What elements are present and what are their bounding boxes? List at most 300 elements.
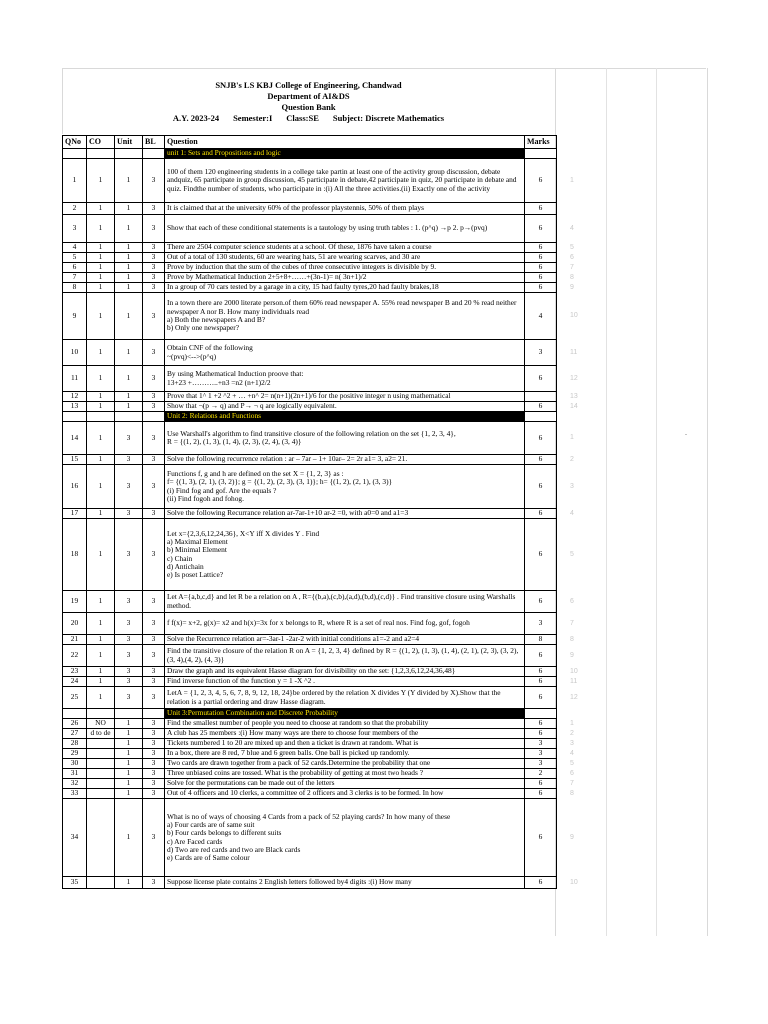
question-cell-text: Find inverse function of the function y = 1 -X ^2 . <box>167 676 316 686</box>
unit-cell <box>115 645 143 667</box>
unit-cell-text: 1 <box>126 175 131 185</box>
unit-cell <box>115 203 143 215</box>
bl-cell <box>143 340 165 366</box>
document-header <box>62 80 555 124</box>
marks-cell <box>525 877 557 889</box>
bl-cell-text: 3 <box>151 778 156 788</box>
question-row <box>63 789 557 799</box>
unit-cell <box>115 799 143 877</box>
question-row <box>63 263 557 273</box>
bl-cell <box>143 779 165 789</box>
unit-cell <box>115 687 143 709</box>
co-cell-text: 1 <box>98 692 103 702</box>
side-number: 8 <box>570 789 574 797</box>
unit-cell <box>115 293 143 340</box>
unit-cell-text: 3 <box>126 666 131 676</box>
marks-cell <box>525 769 557 779</box>
unit-cell <box>115 759 143 769</box>
question-row <box>63 877 557 889</box>
marks-cell-text: 6 <box>538 242 543 252</box>
question-row <box>63 519 557 591</box>
bl-cell <box>143 645 165 667</box>
marks-cell <box>525 203 557 215</box>
question-cell <box>165 789 525 799</box>
unit-cell <box>115 509 143 519</box>
co-cell <box>87 509 115 519</box>
unit-cell <box>115 402 143 412</box>
qno-cell <box>63 253 87 263</box>
side-number: 9 <box>570 651 574 659</box>
qno-cell-text: 19 <box>70 596 79 606</box>
bl-cell <box>143 769 165 779</box>
question-row <box>63 677 557 687</box>
marks-cell <box>525 283 557 293</box>
side-number: 9 <box>570 283 574 291</box>
co-cell <box>87 215 115 243</box>
question-cell-text: Prove by induction that the sum of the cubes of three consecutive integers is divisible by 9. <box>167 262 437 272</box>
bl-cell-text: 3 <box>151 692 156 702</box>
unit-cell-text: 3 <box>126 508 131 518</box>
unit-cell-text: 1 <box>126 223 131 233</box>
question-cell-text: Solve the following Recurrance relation ar-7ar-1+10 ar-2 =0, with a0=0 and a1=3 <box>167 508 409 518</box>
co-cell <box>87 759 115 769</box>
unit-heading: Unit 2: Relations and Functions <box>165 412 525 422</box>
co-cell-text: 1 <box>98 666 103 676</box>
qno-cell <box>63 645 87 667</box>
qno-cell-text: 14 <box>70 432 79 442</box>
unit-cell-text: 1 <box>126 203 131 213</box>
bl-cell <box>143 283 165 293</box>
question-row <box>63 273 557 283</box>
unit-cell-text: 1 <box>126 272 131 282</box>
co-cell-text: 1 <box>98 618 103 628</box>
qno-cell <box>63 789 87 799</box>
unit-heading-row <box>63 149 557 159</box>
question-row <box>63 687 557 709</box>
marks-cell <box>525 687 557 709</box>
co-cell-text: 1 <box>98 347 103 357</box>
side-number: 6 <box>570 597 574 605</box>
bl-cell <box>143 366 165 392</box>
question-row <box>63 635 557 645</box>
unit-cell-text: 3 <box>126 618 131 628</box>
bl-cell <box>143 253 165 263</box>
unit-cell-text: 1 <box>126 778 131 788</box>
bl-cell-text: 3 <box>151 676 156 686</box>
bl-cell <box>143 729 165 739</box>
question-cell-text: Functions f, g and h are defined on the set X = {1, 2, 3} as : f= {(1, 3), (2, 1), (3, 2)}; g = {(1, 2), (2, 3), (3, 1)}; h= {(1, 2), (2, 1), (3, 3)} (i) Find fog and gof. Are the equals ? (ii) Find fogoh and fohog. <box>167 468 393 503</box>
question-row <box>63 293 557 340</box>
question-row <box>63 509 557 519</box>
unit-cell-text: 1 <box>126 738 131 748</box>
bl-cell <box>143 422 165 455</box>
question-cell <box>165 779 525 789</box>
qno-cell-text: 9 <box>72 310 77 320</box>
col-header-unit: Unit <box>115 136 143 149</box>
qno-cell <box>63 283 87 293</box>
qno-cell-text: 26 <box>70 718 79 728</box>
co-cell <box>87 677 115 687</box>
question-row <box>63 591 557 613</box>
marks-cell-text: 6 <box>538 728 543 738</box>
unit-cell-text: 1 <box>126 758 131 768</box>
question-row <box>63 667 557 677</box>
co-cell <box>87 243 115 253</box>
qno-cell <box>63 769 87 779</box>
question-row <box>63 739 557 749</box>
table-body <box>63 149 557 889</box>
side-number: 3 <box>570 739 574 747</box>
unit-cell <box>115 719 143 729</box>
stray-dot: . <box>685 428 687 437</box>
bl-cell-text: 3 <box>151 391 156 401</box>
marks-cell <box>525 719 557 729</box>
bl-cell-text: 3 <box>151 223 156 233</box>
qno-cell-text: 13 <box>70 401 79 411</box>
bl-cell-text: 3 <box>151 373 156 383</box>
qno-cell-text: 20 <box>70 618 79 628</box>
bl-cell-text: 3 <box>151 432 156 442</box>
marks-cell <box>525 667 557 677</box>
co-cell <box>87 799 115 877</box>
question-cell <box>165 392 525 402</box>
qno-cell-text: 28 <box>70 738 79 748</box>
question-row <box>63 455 557 465</box>
question-cell <box>165 402 525 412</box>
marks-cell-text: 6 <box>538 650 543 660</box>
marks-cell <box>525 402 557 412</box>
co-cell <box>87 739 115 749</box>
qno-cell <box>63 519 87 591</box>
qno-cell-text: 30 <box>70 758 79 768</box>
question-row <box>63 340 557 366</box>
question-cell <box>165 729 525 739</box>
co-cell <box>87 340 115 366</box>
co-cell <box>87 519 115 591</box>
co-cell-text: 1 <box>98 252 103 262</box>
co-cell-text: 1 <box>98 175 103 185</box>
unit-cell <box>115 283 143 293</box>
marks-cell <box>525 645 557 667</box>
qno-cell <box>63 509 87 519</box>
qno-cell-text: 8 <box>72 282 77 292</box>
bl-cell-text: 3 <box>151 650 156 660</box>
marks-cell-text: 2 <box>538 768 543 778</box>
bl-cell <box>143 402 165 412</box>
marks-cell-text: 3 <box>538 738 543 748</box>
marks-cell <box>525 263 557 273</box>
qno-cell <box>63 273 87 283</box>
qno-cell-text: 33 <box>70 788 79 798</box>
unit-cell-text: 1 <box>126 718 131 728</box>
semester: Semester:I <box>233 113 273 123</box>
unit-cell-text: 1 <box>126 252 131 262</box>
question-cell-text: LetA = {1, 2, 3, 4, 5, 6, 7, 8, 9, 12, 18, 24}be ordered by the relation X divides Y (Y divided by X).Show that the relation is a partial ordering and draw Hasse diagram. <box>167 688 501 706</box>
question-cell <box>165 215 525 243</box>
qno-cell <box>63 215 87 243</box>
question-cell <box>165 799 525 877</box>
marks-cell <box>525 509 557 519</box>
qno-cell <box>63 263 87 273</box>
marks-cell <box>525 253 557 263</box>
marks-cell-text: 6 <box>538 788 543 798</box>
question-cell <box>165 253 525 263</box>
question-cell-text: Let x={2,3,6,12,24,36}, X<Y iff X divides Y . Find a) Maximal Element b) Minimal Element c) Chain d) Antichain e) Is poset Lattice? <box>167 528 320 580</box>
marks-cell-text: 6 <box>538 676 543 686</box>
unit-cell-text: 1 <box>126 242 131 252</box>
question-cell <box>165 293 525 340</box>
bl-cell <box>143 719 165 729</box>
bl-cell-text: 3 <box>151 618 156 628</box>
marks-cell-text: 6 <box>538 718 543 728</box>
co-cell-text: 1 <box>98 262 103 272</box>
unit-cell <box>115 789 143 799</box>
bl-cell-text: 3 <box>151 549 156 559</box>
col-header-marks: Marks <box>525 136 557 149</box>
marks-cell-text: 6 <box>538 454 543 464</box>
qno-cell <box>63 340 87 366</box>
unit-cell-text: 3 <box>126 634 131 644</box>
question-cell-text: Three unbiased coins are tossed. What is the probability of getting at most two heads ? <box>167 768 424 778</box>
unit-cell <box>115 635 143 645</box>
unit-cell <box>115 519 143 591</box>
qno-cell <box>63 402 87 412</box>
co-cell <box>87 667 115 677</box>
question-cell-text: Out of a total of 130 students, 60 are wearing hats, 51 are wearing scarves, and 30 are <box>167 252 421 262</box>
question-cell <box>165 591 525 613</box>
unit-cell-text: 3 <box>126 650 131 660</box>
unit-cell-text: 1 <box>126 347 131 357</box>
question-cell-text: f f(x)= x+2, g(x)= x2 and h(x)=3x for x belongs to R, where R is a set of real nos. Find fog, gof, fogoh <box>167 618 470 628</box>
bl-cell <box>143 455 165 465</box>
bl-cell <box>143 273 165 283</box>
qno-cell <box>63 243 87 253</box>
side-number: 12 <box>570 374 578 382</box>
bl-cell-text: 3 <box>151 758 156 768</box>
college-name: SNJB's LS KBJ College of Engineering, Chandwad <box>215 80 402 90</box>
qno-cell <box>63 719 87 729</box>
co-cell-text: 1 <box>98 373 103 383</box>
question-cell-text: Obtain CNF of the following ~(pvq)<-->(p^q) <box>167 343 253 361</box>
co-cell-text: 1 <box>98 401 103 411</box>
co-cell-text: 1 <box>98 203 103 213</box>
bl-cell-text: 3 <box>151 262 156 272</box>
marks-cell <box>525 215 557 243</box>
question-cell <box>165 273 525 283</box>
co-cell-text: 1 <box>98 272 103 282</box>
question-cell-text: Solve the Recurrence relation ar=-3ar-1 -2ar-2 with initial conditions a1=-2 and a2=4 <box>167 634 420 644</box>
unit-cell <box>115 366 143 392</box>
qno-cell-text: 18 <box>70 549 79 559</box>
question-cell <box>165 159 525 203</box>
marks-cell <box>525 422 557 455</box>
unit-cell <box>115 667 143 677</box>
bl-cell-text: 3 <box>151 242 156 252</box>
unit-cell <box>115 677 143 687</box>
unit-cell-text: 3 <box>126 432 131 442</box>
qno-cell <box>63 667 87 677</box>
bl-cell <box>143 613 165 635</box>
co-cell <box>87 392 115 402</box>
qno-cell <box>63 366 87 392</box>
co-cell <box>87 465 115 509</box>
unit-cell <box>115 613 143 635</box>
qno-cell-text: 24 <box>70 676 79 686</box>
side-number: 7 <box>570 619 574 627</box>
co-cell-text: 1 <box>98 634 103 644</box>
co-cell <box>87 273 115 283</box>
bl-cell-text: 3 <box>151 748 156 758</box>
qno-cell-text: 10 <box>70 347 79 357</box>
unit-cell <box>115 455 143 465</box>
marks-cell <box>525 613 557 635</box>
marks-cell-text: 6 <box>538 596 543 606</box>
bl-cell-text: 3 <box>151 252 156 262</box>
unit-cell-text: 1 <box>126 877 131 887</box>
unit-cell-text: 3 <box>126 481 131 491</box>
question-cell <box>165 759 525 769</box>
question-row <box>63 613 557 635</box>
qno-cell <box>63 159 87 203</box>
unit-cell-text: 1 <box>126 748 131 758</box>
marks-cell-text: 6 <box>538 666 543 676</box>
marks-cell <box>525 759 557 769</box>
unit-cell <box>115 465 143 509</box>
co-cell-text: 1 <box>98 549 103 559</box>
qno-cell <box>63 779 87 789</box>
marks-cell-text: 6 <box>538 262 543 272</box>
question-cell <box>165 749 525 759</box>
marks-cell <box>525 519 557 591</box>
qno-cell <box>63 677 87 687</box>
department-name: Department of AI&DS <box>267 91 350 101</box>
question-cell-text: In a town there are 2000 literate person.of them 60% read newspaper A. 55% read newspaper B and 20 % read neither newspaper A nor B. How many individuals read a) Both the newspapers A and B? b) Only one newspaper? <box>167 298 517 333</box>
marks-cell-text: 6 <box>538 549 543 559</box>
co-cell <box>87 263 115 273</box>
question-cell <box>165 283 525 293</box>
bl-cell <box>143 215 165 243</box>
bl-cell <box>143 739 165 749</box>
qno-cell-text: 1 <box>72 175 77 185</box>
unit-cell <box>115 739 143 749</box>
side-number: 13 <box>570 392 578 400</box>
question-row <box>63 366 557 392</box>
question-row <box>63 159 557 203</box>
bl-cell <box>143 159 165 203</box>
marks-cell <box>525 293 557 340</box>
marks-cell <box>525 465 557 509</box>
marks-cell-text: 6 <box>538 401 543 411</box>
side-number: 4 <box>570 224 574 232</box>
marks-cell-text: 6 <box>538 692 543 702</box>
question-cell <box>165 613 525 635</box>
qno-cell-text: 17 <box>70 508 79 518</box>
question-row <box>63 402 557 412</box>
bl-cell-text: 3 <box>151 481 156 491</box>
blank-cell <box>87 709 115 719</box>
unit-cell <box>115 729 143 739</box>
qno-cell-text: 6 <box>72 262 77 272</box>
bl-cell <box>143 519 165 591</box>
question-row <box>63 645 557 667</box>
side-number: 7 <box>570 779 574 787</box>
unit-cell-text: 1 <box>126 391 131 401</box>
unit-cell <box>115 422 143 455</box>
co-cell <box>87 645 115 667</box>
marks-cell-text: 6 <box>538 877 543 887</box>
qno-cell-text: 22 <box>70 650 79 660</box>
marks-cell-text: 3 <box>538 347 543 357</box>
question-cell-text: Two cards are drawn together from a pack of 52 cards.Determine the probability that one <box>167 758 431 768</box>
bl-cell <box>143 392 165 402</box>
bl-cell-text: 3 <box>151 832 156 842</box>
co-cell-text: 1 <box>98 508 103 518</box>
qno-cell <box>63 729 87 739</box>
co-cell <box>87 789 115 799</box>
qno-cell-text: 34 <box>70 832 79 842</box>
qno-cell-text: 11 <box>70 373 79 383</box>
side-number: 10 <box>570 878 578 886</box>
qno-cell-text: 12 <box>70 391 79 401</box>
qno-cell <box>63 455 87 465</box>
bl-cell <box>143 591 165 613</box>
question-row <box>63 215 557 243</box>
unit-cell <box>115 769 143 779</box>
qno-cell <box>63 759 87 769</box>
question-cell <box>165 677 525 687</box>
marks-cell <box>525 273 557 283</box>
marks-cell-text: 6 <box>538 203 543 213</box>
marks-cell <box>525 799 557 877</box>
marks-cell-text: 6 <box>538 778 543 788</box>
bl-cell <box>143 677 165 687</box>
co-cell <box>87 779 115 789</box>
marks-cell <box>525 729 557 739</box>
grid-line <box>656 68 657 936</box>
unit-heading-row <box>63 412 557 422</box>
marks-cell-text: 6 <box>538 481 543 491</box>
marks-cell-text: 3 <box>538 618 543 628</box>
question-cell-text: A club has 25 members :(i) How many ways are there to choose four members of the <box>167 728 419 738</box>
marks-cell <box>525 677 557 687</box>
unit-cell-text: 1 <box>126 728 131 738</box>
qno-cell-text: 16 <box>70 481 79 491</box>
unit-cell-text: 3 <box>126 454 131 464</box>
question-cell-text: Draw the graph and its equivalent Hasse diagram for divisibility on the set: {1,2,3,6,12,24,36,48} <box>167 666 456 676</box>
bl-cell <box>143 635 165 645</box>
side-number: 6 <box>570 769 574 777</box>
question-cell <box>165 877 525 889</box>
bl-cell-text: 3 <box>151 768 156 778</box>
co-cell <box>87 283 115 293</box>
unit-cell-text: 3 <box>126 596 131 606</box>
side-number: 10 <box>570 312 578 319</box>
bl-cell <box>143 667 165 677</box>
blank-cell <box>87 412 115 422</box>
side-number: 11 <box>570 348 578 356</box>
class-name: Class:SE <box>286 113 319 123</box>
question-row <box>63 203 557 215</box>
side-number: 4 <box>570 509 574 517</box>
marks-cell-text: 3 <box>538 748 543 758</box>
bl-cell-text: 3 <box>151 596 156 606</box>
marks-cell-text: 6 <box>538 432 543 442</box>
question-row <box>63 759 557 769</box>
unit-cell-text: 3 <box>126 676 131 686</box>
blank-cell <box>87 149 115 159</box>
side-number: 3 <box>570 482 574 490</box>
blank-cell <box>143 412 165 422</box>
